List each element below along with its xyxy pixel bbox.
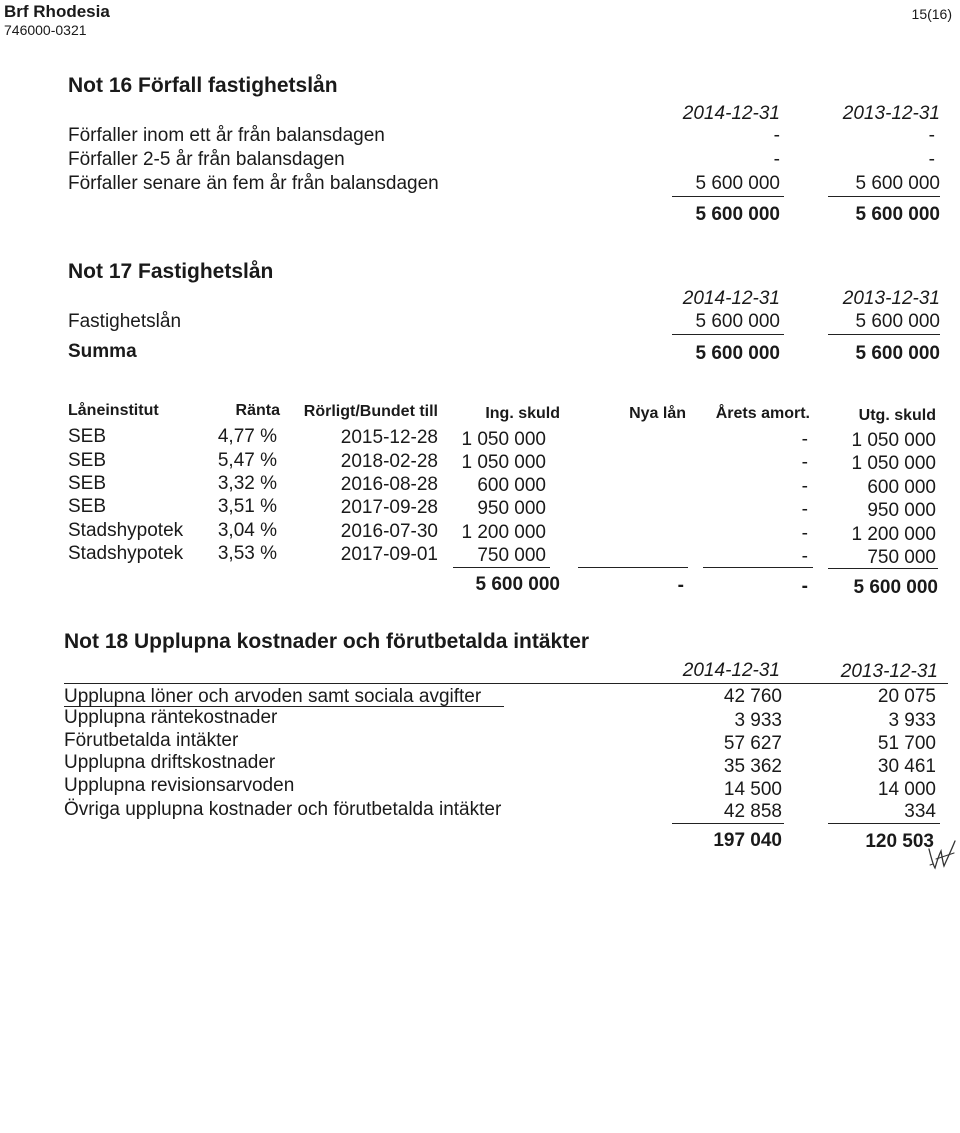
note18-row-label: Upplupna driftskostnader xyxy=(64,752,276,773)
note18-row-value-2013: 30 461 xyxy=(877,756,936,777)
note18-row-value-2013: 51 700 xyxy=(877,733,936,754)
note17-sum-rule xyxy=(828,334,940,335)
note16-row-label: Förfaller senare än fem år från balansdagen xyxy=(68,173,439,194)
note18-col1-header: 2014-12-31 xyxy=(682,660,780,681)
loan-rate: 3,04 % xyxy=(217,520,277,541)
loan-rate: 3,51 % xyxy=(217,496,277,517)
organization-number: 746000-0321 xyxy=(4,22,87,38)
note18-row-label: Övriga upplupna kostnader och förutbetalda intäkter xyxy=(64,799,502,820)
loans-sum-rule xyxy=(578,567,688,568)
loans-sum-rule xyxy=(828,568,938,569)
loans-header-fixed: Rörligt/Bundet till xyxy=(303,403,438,420)
loan-rate: 5,47 % xyxy=(217,450,277,471)
loan-fixed-until: 2016-07-30 xyxy=(340,521,438,542)
note18-row-value-2014: 42 760 xyxy=(723,686,782,707)
loan-closing-debt: 1 050 000 xyxy=(851,430,936,451)
loan-opening-debt: 1 200 000 xyxy=(461,522,546,543)
note18-row-value-2014: 57 627 xyxy=(723,733,782,754)
loan-fixed-until: 2017-09-28 xyxy=(340,497,438,518)
note16-row-label: Förfaller inom ett år från balansdagen xyxy=(68,125,385,146)
loan-amortization: - xyxy=(801,476,808,497)
loan-amortization: - xyxy=(801,499,808,520)
loan-closing-debt: 600 000 xyxy=(867,477,936,498)
note18-row-value-2013: 20 075 xyxy=(877,686,936,707)
note18-row-value-2013: 3 933 xyxy=(888,710,936,731)
loans-header-rate: Ränta xyxy=(235,402,280,419)
note16-row-value-2013: 5 600 000 xyxy=(855,173,940,194)
note18-header-rule xyxy=(64,683,948,684)
note18-sum-rule xyxy=(672,823,784,824)
note18-row-value-2014: 3 933 xyxy=(734,710,782,731)
loans-total-amortization: - xyxy=(801,576,808,597)
loans-sum-rule xyxy=(453,567,550,568)
loan-rate: 3,53 % xyxy=(217,543,277,564)
note17-sum-label: Summa xyxy=(68,341,137,362)
note16-row-value-2013: - xyxy=(928,149,935,170)
note18-row-label: Upplupna räntekostnader xyxy=(64,707,278,728)
loans-total-closing: 5 600 000 xyxy=(853,577,938,598)
loan-opening-debt: 950 000 xyxy=(477,498,546,519)
note18-sum-rule xyxy=(828,823,940,824)
loans-total-opening: 5 600 000 xyxy=(475,574,560,595)
note18-col2-header: 2013-12-31 xyxy=(840,661,938,682)
note16-row-value-2013: - xyxy=(928,125,935,146)
handwritten-signature-initials xyxy=(927,835,957,873)
loans-header-new: Nya lån xyxy=(629,405,686,422)
loan-amortization: - xyxy=(801,429,808,450)
note16-col2-header: 2013-12-31 xyxy=(842,103,940,124)
loan-rate: 4,77 % xyxy=(217,426,277,447)
loan-rate: 3,32 % xyxy=(217,473,277,494)
loan-closing-debt: 1 200 000 xyxy=(851,524,936,545)
note18-row-label: Förutbetalda intäkter xyxy=(64,730,239,751)
note17-sum-2013: 5 600 000 xyxy=(855,343,940,364)
note17-row-label: Fastighetslån xyxy=(68,311,182,332)
note18-total-2014: 197 040 xyxy=(713,830,782,851)
note18-title: Not 18 Upplupna kostnader och förutbetalda intäkter xyxy=(64,630,590,653)
note16-row-value-2014: - xyxy=(773,149,780,170)
loan-closing-debt: 750 000 xyxy=(867,547,936,568)
note17-col1-header: 2014-12-31 xyxy=(682,288,780,309)
loan-fixed-until: 2017-09-01 xyxy=(340,544,438,565)
loan-institute: SEB xyxy=(68,473,107,494)
loan-amortization: - xyxy=(801,523,808,544)
note16-row-label: Förfaller 2-5 år från balansdagen xyxy=(68,149,345,170)
note17-title: Not 17 Fastighetslån xyxy=(68,260,274,283)
loan-closing-debt: 950 000 xyxy=(867,500,936,521)
loans-total-new: - xyxy=(677,575,684,596)
loans-header-closing: Utg. skuld xyxy=(858,407,936,424)
note17-sum-rule xyxy=(672,334,784,335)
loan-opening-debt: 1 050 000 xyxy=(461,429,546,450)
organization-name: Brf Rhodesia xyxy=(4,2,110,21)
loan-institute: Stadshypotek xyxy=(68,520,184,541)
loan-amortization: - xyxy=(801,452,808,473)
loans-header-amortization: Årets amort. xyxy=(715,405,810,422)
note16-sum-rule xyxy=(672,196,784,197)
note17-row-value-2013: 5 600 000 xyxy=(855,311,940,332)
loan-opening-debt: 1 050 000 xyxy=(461,452,546,473)
note18-row-label: Upplupna löner och arvoden samt sociala avgifter xyxy=(64,686,482,707)
loan-closing-debt: 1 050 000 xyxy=(851,453,936,474)
loan-opening-debt: 600 000 xyxy=(477,475,546,496)
note17-col2-header: 2013-12-31 xyxy=(842,288,940,309)
note16-total-2013: 5 600 000 xyxy=(855,204,940,225)
loan-opening-debt: 750 000 xyxy=(477,545,546,566)
note18-row-value-2013: 334 xyxy=(904,801,936,822)
note18-row-value-2014: 42 858 xyxy=(723,801,782,822)
loan-fixed-until: 2016-08-28 xyxy=(340,474,438,495)
page-number: 15(16) xyxy=(911,6,952,22)
note18-row-value-2014: 14 500 xyxy=(723,779,782,800)
note18-total-2013: 120 503 xyxy=(865,831,934,852)
loans-header-opening: Ing. skuld xyxy=(485,405,560,422)
loans-sum-rule xyxy=(703,567,813,568)
loan-institute: SEB xyxy=(68,426,107,447)
loans-header-institute: Låneinstitut xyxy=(68,402,159,419)
note16-sum-rule xyxy=(828,196,940,197)
loan-fixed-until: 2015-12-28 xyxy=(340,427,438,448)
loan-institute: SEB xyxy=(68,450,107,471)
note18-row-value-2013: 14 000 xyxy=(877,779,936,800)
note16-total-2014: 5 600 000 xyxy=(695,204,780,225)
note16-row-value-2014: 5 600 000 xyxy=(695,173,780,194)
loan-amortization: - xyxy=(801,546,808,567)
loan-fixed-until: 2018-02-28 xyxy=(340,451,438,472)
note16-row-value-2014: - xyxy=(773,125,780,146)
note17-row-value-2014: 5 600 000 xyxy=(695,311,780,332)
loan-institute: SEB xyxy=(68,496,107,517)
note18-row-label: Upplupna revisionsarvoden xyxy=(64,775,295,796)
loan-institute: Stadshypotek xyxy=(68,543,184,564)
note16-col1-header: 2014-12-31 xyxy=(682,103,780,124)
note17-sum-2014: 5 600 000 xyxy=(695,343,780,364)
note16-title: Not 16 Förfall fastighetslån xyxy=(68,74,338,97)
note18-row-value-2014: 35 362 xyxy=(723,756,782,777)
